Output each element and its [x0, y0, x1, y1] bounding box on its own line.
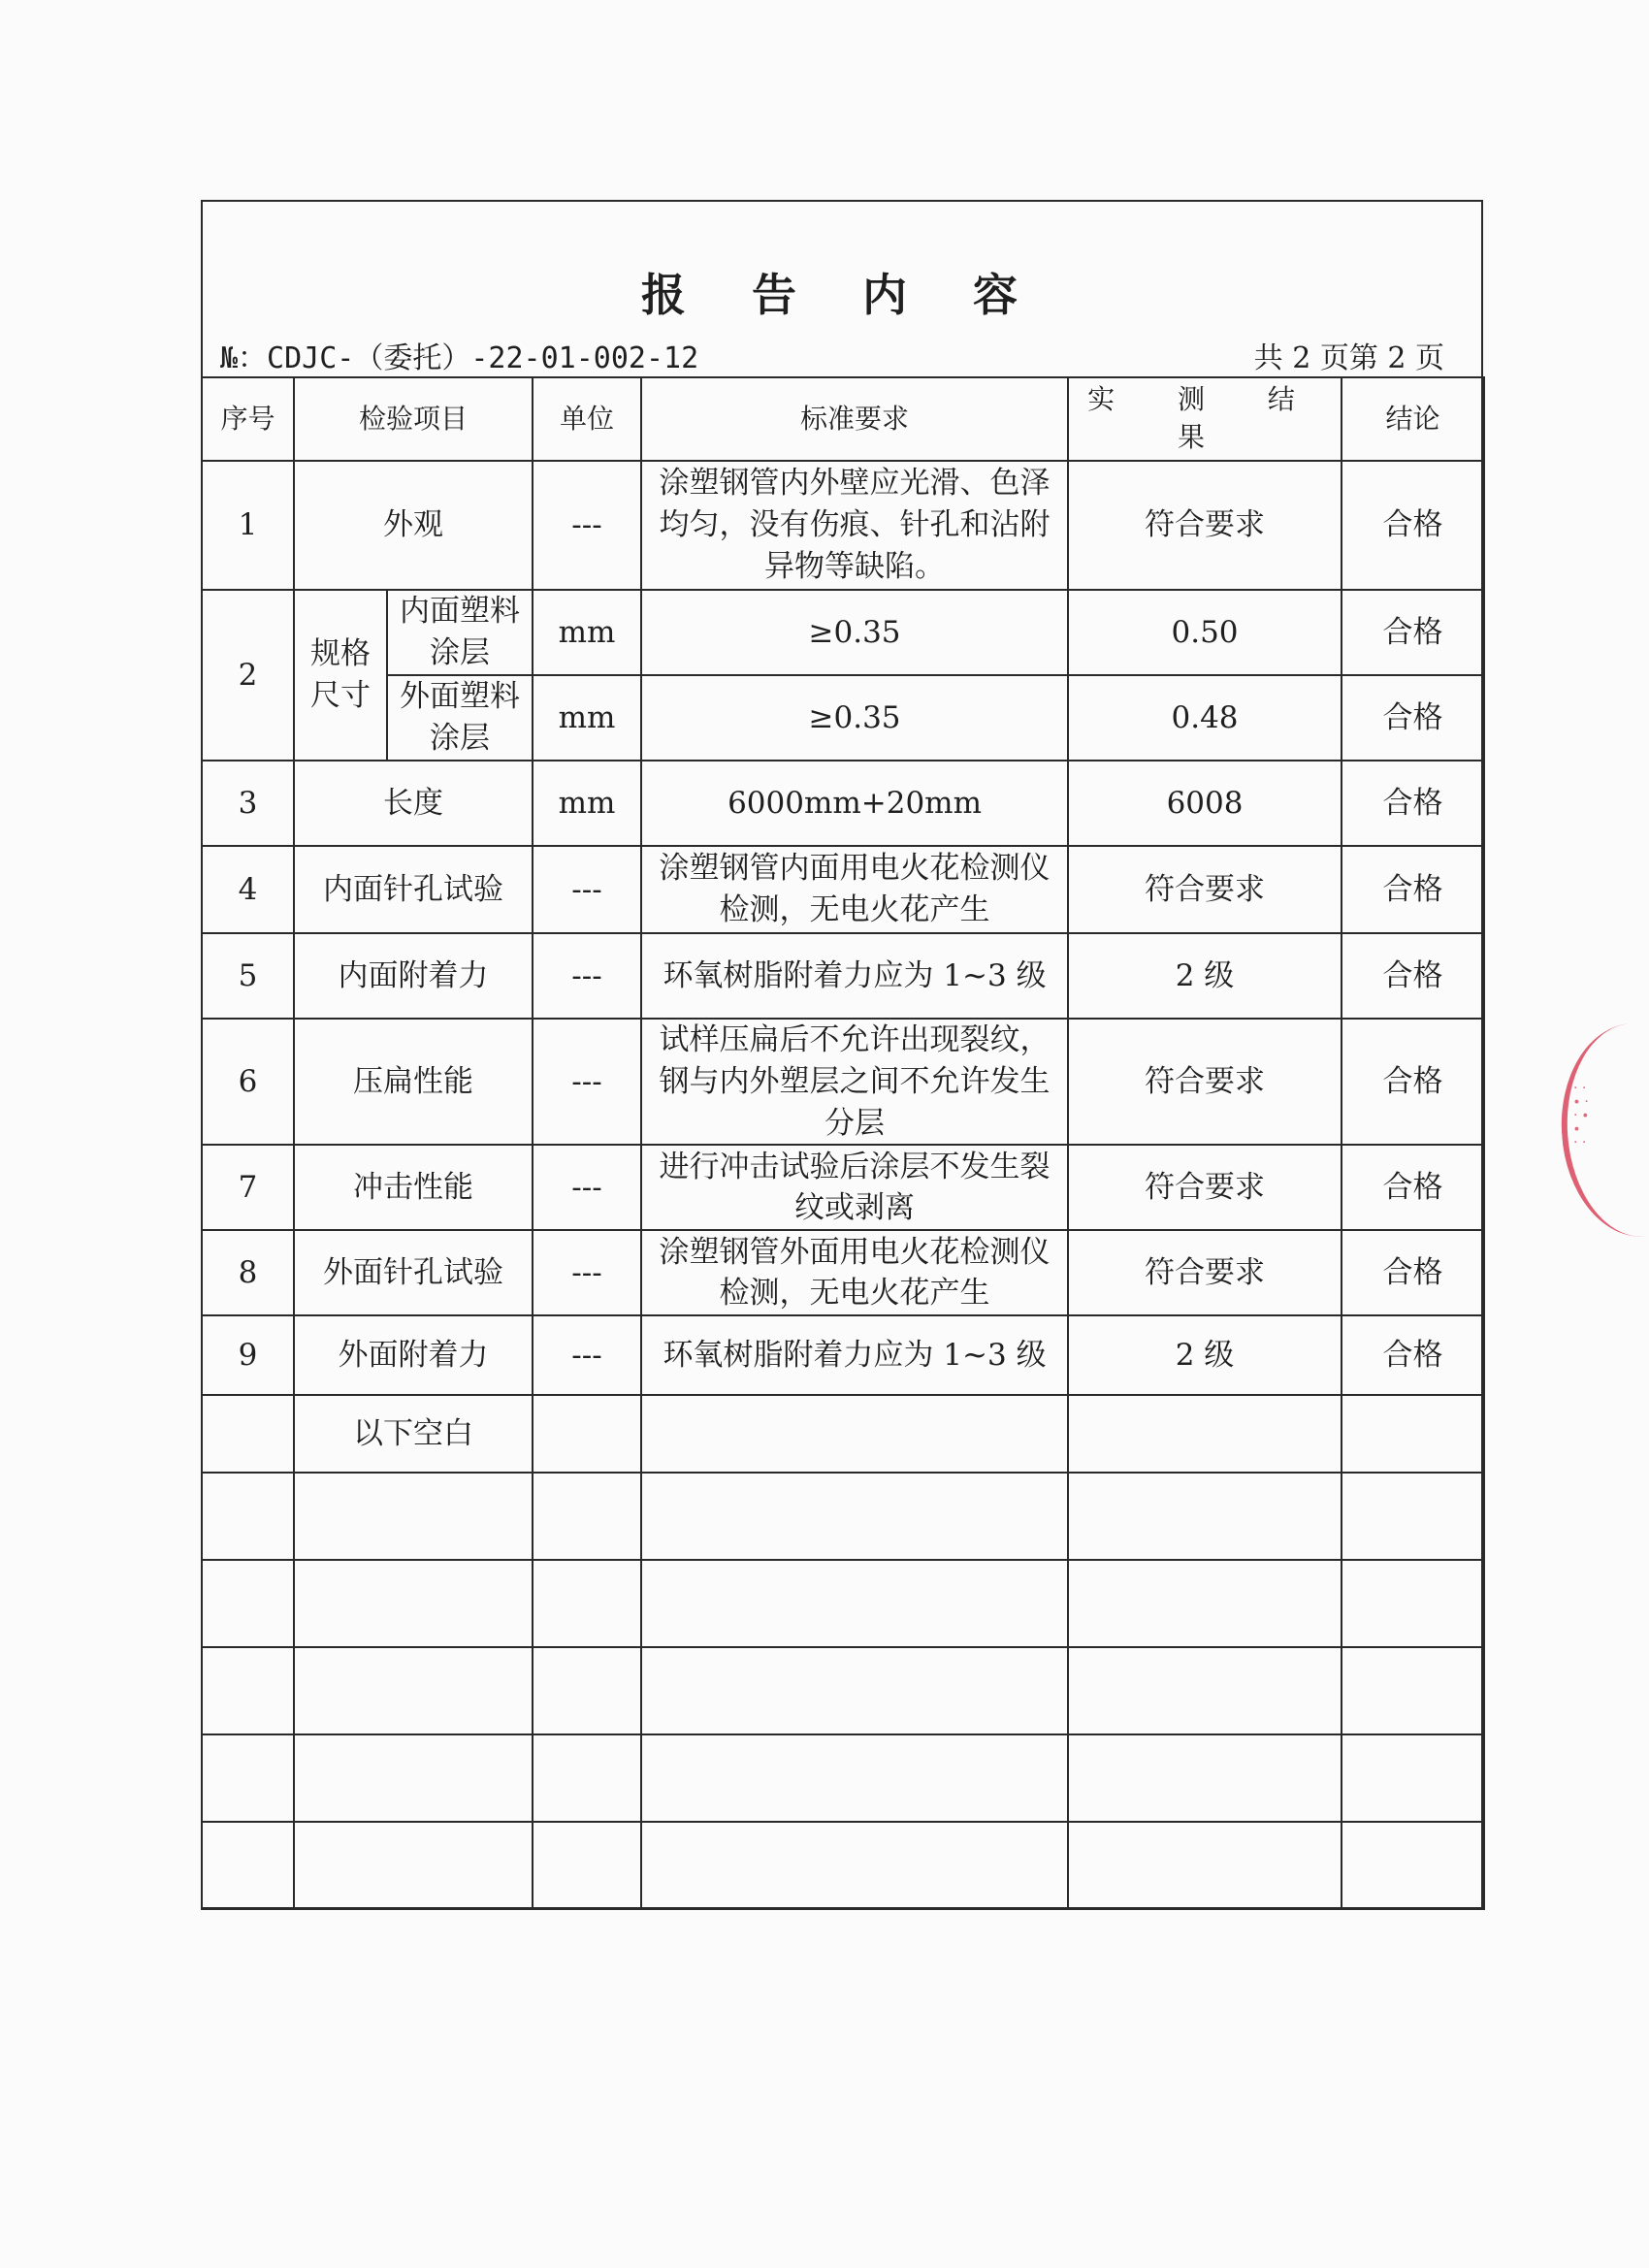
row-item: 内面附着力: [294, 933, 533, 1019]
row-no: 7: [202, 1145, 294, 1230]
table-row: [202, 461, 1484, 590]
row-conclusion: 合格: [1342, 846, 1484, 933]
row-no: 2: [202, 590, 294, 761]
table-row: [202, 675, 1484, 761]
row-item: 内面塑料涂层: [387, 590, 533, 675]
col-header-item: 检验项目: [294, 377, 533, 461]
row-unit: ---: [533, 933, 641, 1019]
table-row: [202, 1315, 1484, 1395]
report-number: №：CDJC-（委托）-22-01-002-12: [220, 341, 699, 375]
row-item: 内面针孔试验: [294, 846, 533, 933]
col-header-unit: 单位: [533, 377, 641, 461]
row-result: 符合要求: [1068, 846, 1342, 933]
table-row: [202, 1230, 1484, 1315]
report-table: [201, 376, 1485, 1910]
table-row: [202, 590, 1484, 675]
col-header-no: 序号: [202, 377, 294, 461]
row-conclusion: 合格: [1342, 1230, 1484, 1315]
row-conclusion: 合格: [1342, 590, 1484, 675]
blank-row: [202, 1822, 1484, 1909]
row-requirement: 涂塑钢管内外壁应光滑、色泽均匀，没有伤痕、针孔和沾附异物等缺陷。: [641, 461, 1068, 590]
row-no: 4: [202, 846, 294, 933]
row-item: 外面针孔试验: [294, 1230, 533, 1315]
row-requirement: 试样压扁后不允许出现裂纹，钢与内外塑层之间不允许发生分层: [641, 1019, 1068, 1145]
row-unit: ---: [533, 1230, 641, 1315]
row-unit: mm: [533, 761, 641, 846]
row-no: 8: [202, 1230, 294, 1315]
row-result: 2 级: [1068, 1315, 1342, 1395]
blank-row: [202, 1560, 1484, 1647]
row-unit: ---: [533, 1145, 641, 1230]
row-item: 外面附着力: [294, 1315, 533, 1395]
row-unit: ---: [533, 1315, 641, 1395]
row-unit: ---: [533, 461, 641, 590]
table-row: [202, 761, 1484, 846]
row-conclusion: 合格: [1342, 1145, 1484, 1230]
row-item: 压扁性能: [294, 1019, 533, 1145]
row-result: 0.50: [1068, 590, 1342, 675]
row-result: 0.48: [1068, 675, 1342, 761]
row-requirement: 环氧树脂附着力应为 1~3 级: [641, 933, 1068, 1019]
row-unit: ---: [533, 846, 641, 933]
row-result: 符合要求: [1068, 1230, 1342, 1315]
row-no: 9: [202, 1315, 294, 1395]
table-row: [202, 846, 1484, 933]
row-requirement: 6000mm+20mm: [641, 761, 1068, 846]
row-conclusion: 合格: [1342, 1019, 1484, 1145]
blank-row: [202, 1473, 1484, 1560]
row-result: 符合要求: [1068, 1145, 1342, 1230]
row-conclusion: 合格: [1342, 461, 1484, 590]
row-result: 符合要求: [1068, 461, 1342, 590]
table-row: [202, 933, 1484, 1019]
row-requirement: ≥0.35: [641, 675, 1068, 761]
row-item: 长度: [294, 761, 533, 846]
row-item: 冲击性能: [294, 1145, 533, 1230]
col-header-requirement: 标准要求: [641, 377, 1068, 461]
row-group: 规格尺寸: [294, 590, 387, 761]
blank-row: [202, 1647, 1484, 1734]
report-frame: [201, 200, 1483, 1909]
row-no: 6: [202, 1019, 294, 1145]
row-result: 符合要求: [1068, 1019, 1342, 1145]
table-row: [202, 1145, 1484, 1230]
row-no: 5: [202, 933, 294, 1019]
row-unit: mm: [533, 675, 641, 761]
row-conclusion: 合格: [1342, 1315, 1484, 1395]
row-conclusion: 合格: [1342, 675, 1484, 761]
row-unit: ---: [533, 1019, 641, 1145]
col-header-result: 实 测 结 果: [1068, 377, 1342, 461]
row-requirement: ≥0.35: [641, 590, 1068, 675]
row-result: 6008: [1068, 761, 1342, 846]
row-no: 1: [202, 461, 294, 590]
row-item: 外面塑料涂层: [387, 675, 533, 761]
row-item: 外观: [294, 461, 533, 590]
row-requirement: 环氧树脂附着力应为 1~3 级: [641, 1315, 1068, 1395]
col-header-conclusion: 结论: [1342, 377, 1484, 461]
page-title: 报 告 内 容: [640, 269, 1044, 321]
row-result: 2 级: [1068, 933, 1342, 1019]
table-header-row: [202, 377, 1484, 461]
blank-row: [202, 1395, 1484, 1473]
row-conclusion: 合格: [1342, 761, 1484, 846]
blank-row: [202, 1734, 1484, 1822]
row-requirement: 进行冲击试验后涂层不发生裂纹或剥离: [641, 1145, 1068, 1230]
table-row: [202, 1019, 1484, 1145]
row-requirement: 涂塑钢管内面用电火花检测仪检测，无电火花产生: [641, 846, 1068, 933]
blank-note: 以下空白: [294, 1395, 533, 1473]
row-unit: mm: [533, 590, 641, 675]
row-no: 3: [202, 761, 294, 846]
row-conclusion: 合格: [1342, 933, 1484, 1019]
seal-texture: · · ∙ · · ∙ ∙ · ·: [1573, 1081, 1589, 1150]
page-info: 共 2 页第 2 页: [1253, 341, 1444, 375]
row-requirement: 涂塑钢管外面用电火花检测仪检测，无电火花产生: [641, 1230, 1068, 1315]
